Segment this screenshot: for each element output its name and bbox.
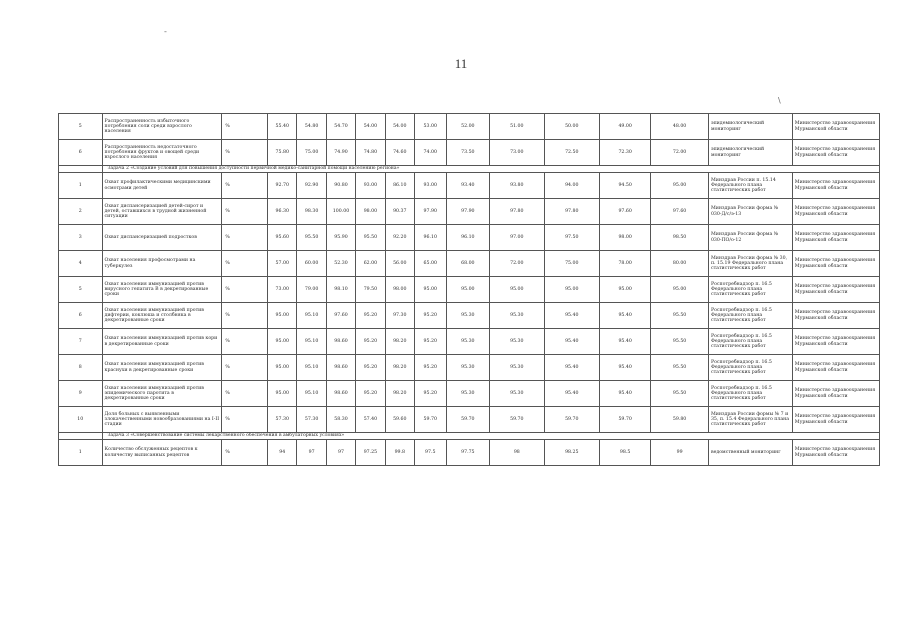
value-cell: 93.00 (414, 173, 446, 199)
source-cell: Роспотребнадзор п. 16.5 Федерального плана статистических работ (708, 277, 792, 303)
value-cell: 57.40 (356, 407, 385, 433)
value-cell: 58.30 (326, 407, 355, 433)
value-cell: 59.70 (600, 407, 651, 433)
value-cell: 98.5 (600, 440, 651, 466)
row-number: 1 (59, 173, 103, 199)
indicator-name: Охват населения иммунизацией против эпидемического паротита в декретированные сроки (102, 381, 222, 407)
value-cell: 72.00 (651, 140, 709, 166)
indicator-name: Охват населения иммунизацией против краснухи в декретированные сроки (102, 355, 222, 381)
value-cell: 80.00 (651, 251, 709, 277)
value-cell: 95.20 (356, 355, 385, 381)
row-number: 4 (59, 251, 103, 277)
value-cell: 95.40 (544, 355, 600, 381)
indicator-name: Доля больных с выявленными злокачественными новообразованиями на I-II стадии (102, 407, 222, 433)
value-cell: 92.90 (297, 173, 326, 199)
value-cell: 49.00 (600, 114, 651, 140)
responsible-cell: Министерство здравоохранения Мурманской области (792, 381, 879, 407)
unit-cell: % (222, 303, 268, 329)
value-cell: 95.40 (544, 329, 600, 355)
value-cell: 98.25 (544, 440, 600, 466)
value-cell: 98.60 (326, 381, 355, 407)
value-cell: 97 (326, 440, 355, 466)
value-cell: 55.40 (268, 114, 297, 140)
value-cell: 95.50 (297, 225, 326, 251)
unit-cell: % (222, 251, 268, 277)
indicator-name: Охват диспансеризацией детей-сирот и детей, оставшихся в трудной жизненной ситуации (102, 199, 222, 225)
value-cell: 95.20 (414, 303, 446, 329)
responsible-cell: Министерство здравоохранения Мурманской области (792, 440, 879, 466)
value-cell: 97.90 (414, 199, 446, 225)
value-cell: 95.20 (414, 355, 446, 381)
value-cell: 59.70 (446, 407, 490, 433)
responsible-cell: Министерство здравоохранения Мурманской области (792, 407, 879, 433)
value-cell: 74.60 (385, 140, 414, 166)
row-number: 5 (59, 277, 103, 303)
table-row (59, 407, 880, 433)
row-number: 3 (59, 225, 103, 251)
value-cell: 95.30 (446, 303, 490, 329)
value-cell: 95.00 (268, 381, 297, 407)
value-cell: 62.00 (356, 251, 385, 277)
task-title: Задача 3 «Совершенствование системы лекарственного обеспечения в амбулаторных условиях» (102, 433, 879, 440)
indicator-name: Распространенность избыточного потребления соли среди взрослого населения (102, 114, 222, 140)
value-cell: 98.30 (297, 199, 326, 225)
value-cell: 97.80 (490, 199, 544, 225)
value-cell: 97.80 (544, 199, 600, 225)
table-row (59, 173, 880, 199)
value-cell: 95.00 (446, 277, 490, 303)
value-cell: 73.00 (490, 140, 544, 166)
value-cell: 95.30 (446, 381, 490, 407)
value-cell: 95.00 (268, 303, 297, 329)
table-row (59, 355, 880, 381)
table-row (59, 225, 880, 251)
value-cell: 56.00 (385, 251, 414, 277)
table-row (59, 440, 880, 466)
value-cell: 93.00 (356, 173, 385, 199)
value-cell: 54.80 (297, 114, 326, 140)
table-row (59, 199, 880, 225)
value-cell: 95.50 (651, 329, 709, 355)
value-cell: 75.80 (268, 140, 297, 166)
value-cell: 95.50 (651, 355, 709, 381)
value-cell: 95.40 (600, 303, 651, 329)
value-cell: 95.30 (490, 329, 544, 355)
value-cell: 100.00 (326, 199, 355, 225)
value-cell: 90.80 (326, 173, 355, 199)
value-cell: 95.00 (490, 277, 544, 303)
value-cell: 97 (297, 440, 326, 466)
indicator-name: Охват населения иммунизацией против дифтерии, коклюша и столбняка в декретированные сроки (102, 303, 222, 329)
value-cell: 95.40 (544, 303, 600, 329)
value-cell: 54.00 (356, 114, 385, 140)
value-cell: 95.50 (651, 381, 709, 407)
value-cell: 95.30 (490, 355, 544, 381)
value-cell: 54.70 (326, 114, 355, 140)
value-cell: 74.80 (356, 140, 385, 166)
value-cell: 97.5 (414, 440, 446, 466)
value-cell: 75.00 (297, 140, 326, 166)
source-cell: Роспотребнадзор п. 16.5 Федерального плана статистических работ (708, 355, 792, 381)
table-row (59, 251, 880, 277)
row-number: 1 (59, 440, 103, 466)
value-cell: 78.00 (600, 251, 651, 277)
value-cell: 92.20 (385, 225, 414, 251)
value-cell: 74.90 (326, 140, 355, 166)
value-cell: 72.30 (600, 140, 651, 166)
source-cell: Минздрав России формы № 7 и 35, п. 15.4 Федерального плана статистических работ (708, 407, 792, 433)
value-cell: 98.50 (651, 225, 709, 251)
source-cell: эпидемиологический мониторинг (708, 140, 792, 166)
row-number: 2 (59, 199, 103, 225)
source-cell: Роспотребнадзор п. 16.5 Федерального плана статистических работ (708, 381, 792, 407)
value-cell: 95.00 (268, 329, 297, 355)
value-cell: 59.70 (414, 407, 446, 433)
value-cell: 95.20 (356, 329, 385, 355)
value-cell: 95.20 (414, 329, 446, 355)
value-cell: 86.10 (385, 173, 414, 199)
value-cell: 95.30 (490, 303, 544, 329)
responsible-cell: Министерство здравоохранения Мурманской области (792, 114, 879, 140)
unit-cell: % (222, 114, 268, 140)
responsible-cell: Министерство здравоохранения Мурманской области (792, 303, 879, 329)
value-cell: 95.40 (600, 381, 651, 407)
responsible-cell: Министерство здравоохранения Мурманской области (792, 251, 879, 277)
table-row (59, 303, 880, 329)
value-cell: 72.50 (544, 140, 600, 166)
value-cell: 95.00 (414, 277, 446, 303)
responsible-cell: Министерство здравоохранения Мурманской области (792, 173, 879, 199)
value-cell: 95.20 (356, 303, 385, 329)
value-cell: 68.00 (446, 251, 490, 277)
value-cell: 72.00 (490, 251, 544, 277)
value-cell: 97.60 (326, 303, 355, 329)
value-cell: 98.00 (600, 225, 651, 251)
page-number: 11 (454, 56, 468, 71)
row-number: 10 (59, 407, 103, 433)
task-header-row (59, 433, 880, 440)
value-cell: 95.00 (268, 355, 297, 381)
value-cell: 74.00 (414, 140, 446, 166)
value-cell: 95.20 (414, 381, 446, 407)
value-cell: 96.10 (446, 225, 490, 251)
value-cell: 51.00 (490, 114, 544, 140)
unit-cell: % (222, 199, 268, 225)
value-cell: 95.50 (356, 225, 385, 251)
value-cell: 98.10 (326, 277, 355, 303)
indicators-table (58, 113, 880, 466)
value-cell: 94 (268, 440, 297, 466)
responsible-cell: Министерство здравоохранения Мурманской области (792, 225, 879, 251)
responsible-cell: Министерство здравоохранения Мурманской области (792, 277, 879, 303)
source-cell: Минздрав России форма № 30, п. 15.19 Федерального плана статистических работ (708, 251, 792, 277)
value-cell: 98.60 (326, 355, 355, 381)
source-cell: Роспотребнадзор п. 16.5 Федерального плана статистических работ (708, 303, 792, 329)
source-cell: Роспотребнадзор п. 16.5 Федерального плана статистических работ (708, 329, 792, 355)
source-cell: эпидемиологический мониторинг (708, 114, 792, 140)
value-cell: 95.90 (326, 225, 355, 251)
table-row (59, 114, 880, 140)
value-cell: 53.00 (414, 114, 446, 140)
value-cell: 97.60 (600, 199, 651, 225)
value-cell: 95.10 (297, 329, 326, 355)
value-cell: 93.40 (446, 173, 490, 199)
value-cell: 92.70 (268, 173, 297, 199)
source-cell: Минздрав России п. 15.14 Федерального плана статистических работ (708, 173, 792, 199)
value-cell: 79.00 (297, 277, 326, 303)
value-cell: 95.30 (446, 355, 490, 381)
value-cell: 95.30 (490, 381, 544, 407)
value-cell: 50.00 (544, 114, 600, 140)
value-cell: 59.70 (490, 407, 544, 433)
value-cell: 98 (490, 440, 544, 466)
unit-cell: % (222, 381, 268, 407)
value-cell: 99 (651, 440, 709, 466)
indicator-name: Охват населения иммунизацией против вирусного гепатита В в декретированные сроки (102, 277, 222, 303)
value-cell: 97.50 (544, 225, 600, 251)
responsible-cell: Министерство здравоохранения Мурманской области (792, 329, 879, 355)
value-cell: 52.30 (326, 251, 355, 277)
value-cell: 95.50 (651, 303, 709, 329)
value-cell: 95.00 (600, 277, 651, 303)
value-cell: 98.60 (326, 329, 355, 355)
indicator-name: Охват населения профосмотрами на туберкулез (102, 251, 222, 277)
value-cell: 94.50 (600, 173, 651, 199)
value-cell: 52.00 (446, 114, 490, 140)
unit-cell: % (222, 329, 268, 355)
indicator-name: Распространенность недостаточного потребления фруктов и овощей среди взрослого населения (102, 140, 222, 166)
indicator-name: Охват населения иммунизацией против кори в декретированные сроки (102, 329, 222, 355)
value-cell: 93.80 (490, 173, 544, 199)
task-header-row (59, 166, 880, 173)
value-cell: 98.20 (385, 329, 414, 355)
row-number: 9 (59, 381, 103, 407)
value-cell: 90.37 (385, 199, 414, 225)
value-cell: 57.30 (297, 407, 326, 433)
value-cell: 95.30 (446, 329, 490, 355)
row-number: 6 (59, 303, 103, 329)
value-cell: 73.00 (268, 277, 297, 303)
row-number: 8 (59, 355, 103, 381)
unit-cell: % (222, 277, 268, 303)
value-cell: 99.8 (385, 440, 414, 466)
value-cell: 75.00 (544, 251, 600, 277)
source-cell: Минздрав России форма № 030-Д/с/э-13 (708, 199, 792, 225)
value-cell: 65.00 (414, 251, 446, 277)
value-cell: 97.90 (446, 199, 490, 225)
scan-speck: \ (778, 96, 781, 105)
value-cell: 60.00 (297, 251, 326, 277)
value-cell: 59.80 (651, 407, 709, 433)
value-cell: 97.25 (356, 440, 385, 466)
value-cell: 96.10 (414, 225, 446, 251)
value-cell: 98.20 (385, 355, 414, 381)
value-cell: 95.40 (600, 355, 651, 381)
indicator-name: Охват диспансеризацией подростков (102, 225, 222, 251)
indicator-name: Охват профилактическими медицинскими осмотрами детей (102, 173, 222, 199)
task-num-cell (59, 166, 103, 173)
value-cell: 57.30 (268, 407, 297, 433)
responsible-cell: Министерство здравоохранения Мурманской области (792, 355, 879, 381)
value-cell: 98.20 (385, 381, 414, 407)
source-cell: ведомственный мониторинг (708, 440, 792, 466)
unit-cell: % (222, 173, 268, 199)
value-cell: 95.40 (544, 381, 600, 407)
row-number: 7 (59, 329, 103, 355)
row-number: 6 (59, 140, 103, 166)
row-number: 5 (59, 114, 103, 140)
responsible-cell: Министерство здравоохранения Мурманской области (792, 140, 879, 166)
table-row (59, 329, 880, 355)
unit-cell: % (222, 407, 268, 433)
value-cell: 96.30 (268, 199, 297, 225)
value-cell: 95.60 (268, 225, 297, 251)
task-num-cell (59, 433, 103, 440)
value-cell: 95.00 (544, 277, 600, 303)
value-cell: 95.10 (297, 303, 326, 329)
value-cell: 97.00 (490, 225, 544, 251)
value-cell: 59.70 (544, 407, 600, 433)
value-cell: 54.00 (385, 114, 414, 140)
task-title: Задача 2 «Создание условий для повышения доступности первичной медико-санитарной помощи населению региона» (102, 166, 879, 173)
value-cell: 95.20 (356, 381, 385, 407)
value-cell: 97.75 (446, 440, 490, 466)
table-row (59, 140, 880, 166)
value-cell: 79.50 (356, 277, 385, 303)
value-cell: 95.10 (297, 381, 326, 407)
value-cell: 95.00 (651, 277, 709, 303)
value-cell: 59.60 (385, 407, 414, 433)
unit-cell: % (222, 355, 268, 381)
unit-cell: % (222, 140, 268, 166)
value-cell: 73.50 (446, 140, 490, 166)
value-cell: 97.30 (385, 303, 414, 329)
responsible-cell: Министерство здравоохранения Мурманской области (792, 199, 879, 225)
value-cell: 57.00 (268, 251, 297, 277)
table-body (59, 114, 880, 466)
unit-cell: % (222, 225, 268, 251)
table-row (59, 277, 880, 303)
source-cell: Минздрав России форма № 030-ПО/о-12 (708, 225, 792, 251)
value-cell: 95.00 (651, 173, 709, 199)
value-cell: 97.60 (651, 199, 709, 225)
indicator-name: Количество обслуженных рецептов к количеству выписанных рецептов (102, 440, 222, 466)
table-row (59, 381, 880, 407)
value-cell: 98.00 (385, 277, 414, 303)
value-cell: 95.10 (297, 355, 326, 381)
value-cell: 95.40 (600, 329, 651, 355)
unit-cell: % (222, 440, 268, 466)
value-cell: 48.00 (651, 114, 709, 140)
value-cell: 98.00 (356, 199, 385, 225)
scan-speck: - (164, 27, 167, 36)
value-cell: 94.00 (544, 173, 600, 199)
